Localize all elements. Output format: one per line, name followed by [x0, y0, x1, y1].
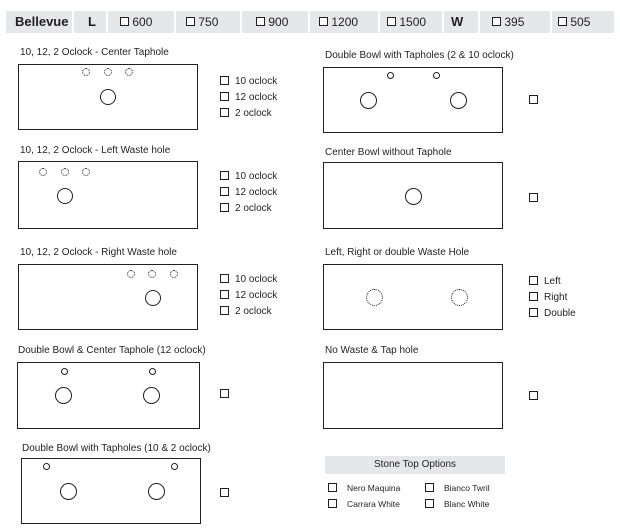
panel-title-center-taphole: 10, 12, 2 Oclock - Center Taphole: [20, 47, 169, 58]
option-left[interactable]: [529, 276, 561, 288]
header-divider: [174, 11, 176, 33]
option-label: Right: [544, 292, 568, 303]
stone-option-bianco-twril[interactable]: [425, 483, 490, 493]
header-divider: [308, 11, 310, 33]
checkbox[interactable]: [220, 76, 229, 85]
product-name: Bellevue: [15, 14, 69, 29]
option-label: 12 oclock: [235, 187, 278, 198]
taphole-icon: [387, 72, 394, 79]
option-label: Nero Maquina: [347, 483, 401, 493]
header-divider: [442, 11, 444, 33]
header-bar: [6, 11, 614, 33]
option-label: 2 oclock: [235, 108, 272, 119]
length-option-750[interactable]: [186, 11, 218, 33]
checkbox-no-waste-tap[interactable]: [529, 391, 538, 400]
option-12-oclock[interactable]: [220, 187, 277, 199]
header-divider: [72, 11, 74, 33]
waste-hole-icon: [405, 188, 422, 205]
option-label: Carrara White: [347, 499, 400, 509]
stone-option-carrara-white[interactable]: [328, 499, 400, 509]
option-10-oclock[interactable]: [220, 274, 277, 286]
checkbox[interactable]: [328, 483, 337, 492]
panel-title-left-waste: 10, 12, 2 Oclock - Left Waste hole: [20, 145, 171, 156]
panel-title-double-bowl-10-2: Double Bowl with Tapholes (10 & 2 oclock): [22, 443, 211, 454]
option-label: Double: [544, 308, 576, 319]
option-label: 2 oclock: [235, 306, 272, 317]
waste-hole-icon: [100, 89, 116, 105]
width-option-505[interactable]: [558, 11, 590, 33]
stone-top-options-header: Stone Top Options: [325, 456, 505, 474]
option-label: 2 oclock: [235, 203, 272, 214]
vanity-diagram-left-waste: [18, 161, 198, 229]
waste-hole-icon: [148, 483, 165, 500]
header-divider: [106, 11, 108, 33]
taphole-10-icon: [39, 168, 47, 176]
checkbox[interactable]: [220, 203, 229, 212]
option-double[interactable]: [529, 308, 576, 320]
checkbox[interactable]: [425, 499, 434, 508]
stone-option-nero-maquina[interactable]: [328, 483, 400, 493]
checkbox[interactable]: [220, 290, 229, 299]
option-label: 10 oclock: [235, 274, 278, 285]
option-label: 12 oclock: [235, 290, 278, 301]
checkbox[interactable]: [328, 499, 337, 508]
option-10-oclock[interactable]: [220, 171, 277, 183]
checkbox[interactable]: [319, 17, 328, 26]
header-divider: [378, 11, 380, 33]
length-option-600[interactable]: [120, 11, 152, 33]
taphole-10-icon: [127, 270, 135, 278]
waste-hole-icon: [143, 387, 160, 404]
checkbox[interactable]: [529, 276, 538, 285]
taphole-2-icon: [170, 270, 178, 278]
checkbox[interactable]: [220, 274, 229, 283]
option-label: Bianco Twril: [444, 483, 490, 493]
taphole-2-icon: [82, 168, 90, 176]
checkbox[interactable]: [529, 292, 538, 301]
option-right[interactable]: [529, 292, 567, 304]
length-value: 600: [132, 15, 153, 29]
vanity-diagram-double-bowl-center: [17, 362, 200, 429]
panel-title-double-bowl-center: Double Bowl & Center Taphole (12 oclock): [18, 345, 206, 356]
length-value: 750: [198, 15, 219, 29]
header-divider: [550, 11, 552, 33]
vanity-diagram-right-waste: [18, 264, 198, 330]
length-option-900[interactable]: [256, 11, 288, 33]
waste-hole-icon: [360, 92, 377, 109]
taphole-12-icon: [148, 270, 156, 278]
option-10-oclock[interactable]: [220, 76, 277, 88]
option-label: Blanc White: [444, 499, 490, 509]
panel-title-waste-hole-position: Left, Right or double Waste Hole: [325, 247, 470, 258]
checkbox-double-bowl-center[interactable]: [220, 389, 229, 398]
option-label: 10 oclock: [235, 76, 278, 87]
option-label: 12 oclock: [235, 92, 278, 103]
vanity-diagram-center-bowl: [323, 162, 503, 229]
length-label: L: [88, 14, 96, 29]
checkbox[interactable]: [529, 308, 538, 317]
header-divider: [240, 11, 242, 33]
option-12-oclock[interactable]: [220, 290, 277, 302]
width-option-395[interactable]: [492, 11, 524, 33]
panel-title-center-bowl: Center Bowl without Taphole: [325, 147, 452, 158]
checkbox-center-bowl[interactable]: [529, 193, 538, 202]
waste-hole-left-icon: [366, 289, 383, 306]
length-value: 1200: [331, 15, 359, 29]
taphole-2-icon: [125, 68, 133, 76]
width-value: 505: [570, 15, 591, 29]
panel-title-right-waste: 10, 12, 2 Oclock - Right Waste hole: [20, 247, 177, 258]
checkbox[interactable]: [220, 187, 229, 196]
option-2-oclock[interactable]: [220, 108, 272, 120]
stone-option-blanc-white[interactable]: [425, 499, 489, 509]
checkbox[interactable]: [256, 17, 265, 26]
width-value: 395: [504, 15, 525, 29]
length-option-1500[interactable]: [387, 11, 426, 33]
taphole-12-icon: [61, 168, 69, 176]
panel-title-double-bowl-2-10: Double Bowl with Tapholes (2 & 10 oclock): [325, 50, 514, 61]
header-divider: [478, 11, 480, 33]
taphole-12-icon: [104, 68, 112, 76]
taphole-10-icon: [82, 68, 90, 76]
checkbox[interactable]: [558, 17, 567, 26]
vanity-diagram-double-bowl-10-2: [21, 458, 201, 524]
waste-hole-icon: [60, 483, 77, 500]
vanity-diagram-waste-hole-position: [323, 264, 503, 330]
checkbox[interactable]: [186, 17, 195, 26]
length-value: 900: [268, 15, 289, 29]
option-12-oclock[interactable]: [220, 92, 277, 104]
option-label: Left: [544, 276, 561, 287]
taphole-icon: [43, 463, 50, 470]
checkbox[interactable]: [120, 17, 129, 26]
waste-hole-icon: [145, 290, 161, 306]
length-option-1200[interactable]: [319, 11, 358, 33]
waste-hole-icon: [57, 188, 73, 204]
checkbox[interactable]: [220, 108, 229, 117]
waste-hole-icon: [55, 387, 72, 404]
vanity-diagram-center-taphole: [18, 64, 198, 130]
checkbox[interactable]: [387, 17, 396, 26]
checkbox-double-bowl-10-2[interactable]: [220, 488, 229, 497]
taphole-icon: [149, 368, 156, 375]
vanity-diagram-double-bowl-2-10: [323, 67, 503, 133]
waste-hole-icon: [450, 92, 467, 109]
panel-title-no-waste-tap: No Waste & Tap hole: [325, 345, 419, 356]
option-2-oclock[interactable]: [220, 203, 272, 215]
length-value: 1500: [399, 15, 427, 29]
checkbox[interactable]: [220, 92, 229, 101]
checkbox[interactable]: [492, 17, 501, 26]
waste-hole-right-icon: [451, 289, 468, 306]
checkbox[interactable]: [220, 306, 229, 315]
vanity-diagram-no-waste-tap: [323, 362, 503, 429]
width-label: W: [451, 14, 464, 29]
taphole-icon: [433, 72, 440, 79]
checkbox-double-bowl-2-10[interactable]: [529, 95, 538, 104]
option-2-oclock[interactable]: [220, 306, 272, 318]
taphole-icon: [61, 368, 68, 375]
checkbox[interactable]: [220, 171, 229, 180]
option-label: 10 oclock: [235, 171, 278, 182]
checkbox[interactable]: [425, 483, 434, 492]
taphole-icon: [171, 463, 178, 470]
